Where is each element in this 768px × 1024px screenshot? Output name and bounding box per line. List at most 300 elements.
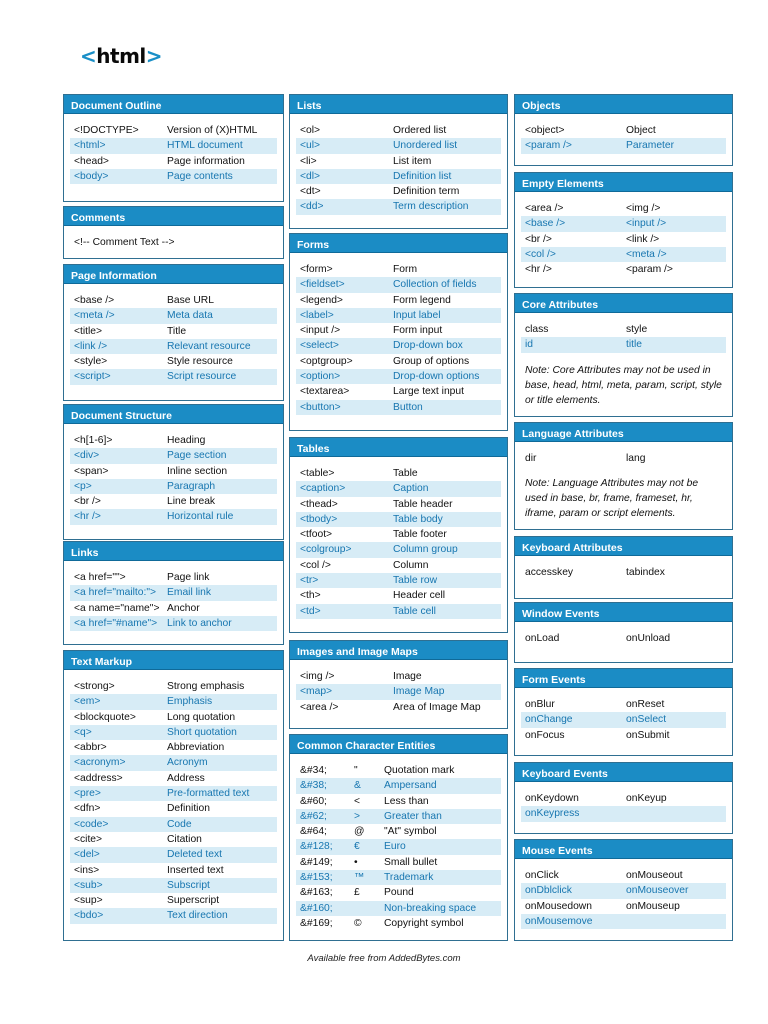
table-row [296, 293, 501, 308]
section-rows [515, 117, 732, 160]
row-description: Object [626, 125, 656, 136]
row-char: £ [354, 887, 360, 899]
row-tag: <caption> [300, 483, 346, 495]
row-tag: <map> [300, 686, 333, 698]
table-row [296, 839, 501, 854]
row-description: style [626, 324, 648, 335]
section-title: Tables [290, 438, 507, 460]
row-tag: <param /> [525, 140, 572, 152]
table-row [296, 154, 501, 169]
row-description: Page section [167, 450, 227, 462]
section-rows [64, 673, 283, 930]
section-title: Form Events [515, 669, 732, 691]
table-row [296, 855, 501, 870]
table-row [296, 199, 501, 214]
row-char: & [354, 780, 361, 792]
row-tag: <a href=""> [74, 572, 126, 583]
row-tag: &#62; [300, 810, 327, 822]
row-description: Page contents [167, 170, 233, 182]
section-title: Empty Elements [515, 173, 732, 195]
row-description: Definition list [393, 170, 452, 182]
section-rows [290, 663, 507, 721]
row-char: ™ [354, 872, 365, 884]
row-tag: <td> [300, 605, 321, 617]
row-tag: &#169; [300, 917, 333, 929]
table-row [296, 184, 501, 199]
section-rows [515, 862, 732, 935]
row-tag: onKeypress [525, 808, 580, 820]
row-char: < [354, 795, 361, 807]
table-row [296, 512, 501, 527]
row-description: Abbreviation [167, 742, 225, 754]
row-description: List item [393, 155, 432, 167]
row-tag: <ol> [300, 125, 321, 136]
table-row [521, 216, 726, 231]
row-description: Base URL [167, 295, 214, 306]
row-tag: <pre> [74, 788, 101, 800]
table-row [296, 384, 501, 399]
row-tag: <sub> [74, 879, 103, 891]
section-empty-elements [514, 172, 733, 288]
section-document-structure [63, 404, 284, 540]
row-description: Citation [167, 833, 202, 845]
table-row [296, 794, 501, 809]
row-description: Form [393, 264, 418, 275]
row-description: Inline section [167, 465, 228, 477]
row-description: Non-breaking space [384, 902, 477, 914]
table-row [521, 232, 726, 247]
table-row [70, 448, 277, 463]
table-row [521, 337, 726, 352]
table-row [521, 138, 726, 153]
table-row [70, 878, 277, 893]
table-row [296, 916, 501, 931]
row-tag: onDblclick [525, 885, 572, 897]
row-tag: <dl> [300, 170, 321, 182]
row-description: Link to anchor [167, 617, 232, 629]
row-tag: <colgroup> [300, 544, 352, 556]
table-row [70, 235, 277, 250]
row-tag: id [525, 339, 534, 351]
table-row [296, 527, 501, 542]
table-row [521, 565, 726, 580]
section-rows [290, 117, 507, 221]
table-row [521, 883, 726, 898]
row-description: Short quotation [167, 726, 237, 738]
row-description: title [626, 339, 643, 351]
row-description: Image Map [393, 686, 445, 698]
table-row [521, 322, 726, 337]
table-row [70, 324, 277, 339]
row-description: Definition [167, 803, 210, 815]
table-row [70, 293, 277, 308]
row-description: Table footer [393, 529, 447, 541]
row-description: Horizontal rule [167, 511, 234, 523]
table-row [296, 809, 501, 824]
section-title: Links [64, 542, 283, 564]
row-tag: <blockquote> [74, 711, 136, 723]
table-row [521, 262, 726, 277]
row-tag: <em> [74, 696, 101, 708]
table-row [521, 697, 726, 712]
row-description: <meta /> [626, 248, 667, 260]
section-title: Mouse Events [515, 840, 732, 862]
row-description: Superscript [167, 895, 220, 907]
section-keyboard-attributes [514, 536, 733, 599]
row-description: Drop-down box [393, 340, 463, 352]
table-row [296, 778, 501, 793]
row-tag: <script> [74, 371, 111, 383]
row-tag: <button> [300, 401, 341, 413]
section-title: Keyboard Events [515, 763, 732, 785]
row-description: Heading [167, 435, 206, 446]
row-description: Euro [384, 841, 406, 853]
row-tag: <del> [74, 849, 100, 861]
table-row [70, 694, 277, 709]
table-row [521, 712, 726, 727]
row-description: Deleted text [167, 849, 222, 861]
table-row [70, 123, 277, 138]
section-rows [64, 117, 283, 190]
row-description: Form legend [393, 294, 451, 306]
row-description: onKeyup [626, 793, 667, 804]
row-description: Style resource [167, 356, 233, 368]
table-row [296, 481, 501, 496]
row-tag: <q> [74, 726, 92, 738]
table-row [296, 669, 501, 684]
section-rows [515, 195, 732, 283]
row-tag: <a href="mailto:"> [74, 587, 157, 599]
row-tag: <option> [300, 371, 341, 383]
row-tag: &#60; [300, 795, 327, 807]
row-tag: <area /> [525, 203, 564, 214]
row-description: "At" symbol [384, 826, 437, 838]
table-row [296, 885, 501, 900]
table-row [70, 494, 277, 509]
section-form-events [514, 668, 733, 756]
row-tag: <code> [74, 818, 109, 830]
row-description: Large text input [393, 386, 464, 398]
table-row [296, 400, 501, 415]
row-tag: <sup> [74, 895, 103, 907]
row-tag: &#153; [300, 872, 333, 884]
table-row [296, 354, 501, 369]
row-description: Title [167, 325, 187, 337]
table-row [70, 755, 277, 770]
table-row [521, 914, 726, 929]
table-row [521, 247, 726, 262]
table-row [521, 631, 726, 646]
table-row [70, 169, 277, 184]
table-row [521, 806, 726, 821]
row-description: Input label [393, 309, 441, 321]
table-row [70, 154, 277, 169]
section-rows [64, 564, 283, 637]
row-tag: <dd> [300, 201, 324, 213]
section-window-events [514, 602, 733, 663]
row-tag: <br /> [525, 233, 552, 245]
row-tag: <meta /> [74, 310, 115, 322]
row-description: Relevant resource [167, 340, 251, 352]
row-tag: <hr /> [525, 264, 552, 276]
table-row [296, 338, 501, 353]
row-description: Version of (X)HTML [167, 125, 258, 136]
table-row [70, 817, 277, 832]
row-description: Unordered list [393, 140, 458, 152]
row-tag: <select> [300, 340, 339, 352]
row-char: " [354, 765, 358, 776]
row-description: tabindex [626, 567, 665, 578]
section-title: Keyboard Attributes [515, 537, 732, 559]
section-title: Page Information [64, 265, 283, 287]
row-tag: <acronym> [74, 757, 126, 769]
row-tag: <base /> [525, 218, 566, 230]
row-tag: <br /> [74, 496, 101, 508]
row-char: © [354, 917, 362, 929]
row-char: € [354, 841, 360, 853]
row-tag: <ul> [300, 140, 321, 152]
row-tag: <form> [300, 264, 333, 275]
row-description: <link /> [626, 233, 660, 245]
table-row [296, 169, 501, 184]
section-page-information [63, 264, 284, 401]
row-tag: <area /> [300, 701, 339, 713]
row-description: Address [167, 772, 205, 784]
row-tag: <input /> [300, 325, 341, 337]
section-title: Document Outline [64, 95, 283, 117]
row-tag: onMousedown [525, 900, 592, 912]
table-row [70, 570, 277, 585]
table-row [521, 868, 726, 883]
row-tag: <legend> [300, 294, 343, 306]
table-row [296, 604, 501, 619]
row-description: Copyright symbol [384, 917, 464, 929]
table-row [296, 308, 501, 323]
row-tag: <!-- Comment Text --> [74, 237, 175, 248]
row-tag: <abbr> [74, 742, 107, 754]
row-tag: <bdo> [74, 910, 104, 922]
row-description: Paragraph [167, 480, 216, 492]
section-note: Note: Language Attributes may not be used in base, br, frame, frameset, hr, iframe, param or script elements. [525, 478, 699, 520]
table-row [296, 824, 501, 839]
row-tag: &#34; [300, 765, 327, 776]
row-description: Image [393, 671, 422, 682]
table-row [70, 893, 277, 908]
row-tag: <ins> [74, 864, 100, 876]
table-row [70, 308, 277, 323]
row-tag: onBlur [525, 699, 555, 710]
row-description: Term description [393, 201, 469, 213]
section-title: Objects [515, 95, 732, 117]
section-links [63, 541, 284, 645]
row-description: Code [167, 818, 192, 830]
table-row [296, 684, 501, 699]
table-row [296, 369, 501, 384]
row-description: Parameter [626, 140, 675, 152]
section-title: Images and Image Maps [290, 641, 507, 663]
row-tag: <head> [74, 155, 109, 167]
row-tag: onClick [525, 870, 559, 881]
row-tag: <a name="name"> [74, 602, 160, 614]
table-row [70, 786, 277, 801]
row-description: Small bullet [384, 856, 438, 868]
row-description: onUnload [626, 633, 671, 644]
row-tag: onFocus [525, 729, 565, 741]
table-row [70, 354, 277, 369]
row-tag: &#64; [300, 826, 327, 838]
row-tag: <!DOCTYPE> [74, 125, 139, 136]
row-tag: <strong> [74, 681, 115, 692]
section-keyboard-events [514, 762, 733, 834]
section-rows [515, 785, 732, 828]
row-tag: onKeydown [525, 793, 579, 804]
table-row [70, 740, 277, 755]
row-description: Strong emphasis [167, 681, 245, 692]
row-description: Table body [393, 513, 443, 525]
section-rows [64, 229, 283, 256]
section-rows [64, 427, 283, 531]
row-description: Meta data [167, 310, 213, 322]
row-tag: <label> [300, 309, 334, 321]
row-tag: <fieldset> [300, 279, 345, 291]
table-row [70, 832, 277, 847]
row-description: <img /> [626, 203, 661, 214]
section-title: Language Attributes [515, 423, 732, 445]
row-tag: <col /> [525, 248, 556, 260]
row-char: @ [354, 826, 365, 838]
row-description: Greater than [384, 810, 442, 822]
table-row [70, 679, 277, 694]
section-lists [289, 94, 508, 229]
table-row [70, 339, 277, 354]
section-rows [290, 256, 507, 421]
row-description: Acronym [167, 757, 208, 769]
section-title: Lists [290, 95, 507, 117]
row-description: onSubmit [626, 729, 670, 741]
section-title: Comments [64, 207, 283, 229]
row-tag: <thead> [300, 498, 338, 510]
table-row [70, 863, 277, 878]
table-row [296, 542, 501, 557]
row-description: Email link [167, 587, 212, 599]
row-tag: <base /> [74, 295, 115, 306]
table-row [521, 201, 726, 216]
html-logo: <html> [80, 44, 163, 68]
row-char [354, 901, 384, 916]
table-row [296, 700, 501, 715]
row-char: • [354, 856, 358, 868]
row-tag: &#128; [300, 841, 333, 853]
row-description: Long quotation [167, 711, 236, 723]
row-tag: <dt> [300, 186, 321, 198]
row-tag: <h[1-6]> [74, 435, 113, 446]
row-tag: dir [525, 453, 537, 464]
row-tag: <dfn> [74, 803, 101, 815]
row-description: Caption [393, 483, 429, 495]
table-row [70, 725, 277, 740]
table-row [70, 433, 277, 448]
row-tag: &#160; [300, 902, 333, 914]
section-rows [515, 445, 732, 472]
table-row [296, 588, 501, 603]
row-tag: &#149; [300, 856, 333, 868]
table-row [70, 908, 277, 923]
row-tag: <col /> [300, 559, 331, 571]
row-description: Inserted text [167, 864, 224, 876]
table-row [296, 901, 501, 916]
row-tag: <th> [300, 590, 321, 602]
row-tag: class [525, 324, 549, 335]
table-row [70, 801, 277, 816]
row-description: Trademark [384, 872, 434, 884]
row-tag: <table> [300, 468, 335, 479]
section-rows [515, 316, 732, 359]
table-row [70, 847, 277, 862]
row-description: Ampersand [384, 780, 437, 792]
row-description: Pound [384, 887, 414, 899]
table-row [70, 464, 277, 479]
table-row [70, 369, 277, 384]
table-row [296, 277, 501, 292]
row-tag: <tr> [300, 575, 319, 587]
row-description: Form input [393, 325, 443, 337]
table-row [296, 497, 501, 512]
row-description: Subscript [167, 879, 210, 891]
table-row [70, 585, 277, 600]
row-description: Page information [167, 155, 245, 167]
row-description: onMouseover [626, 885, 689, 897]
row-description: lang [626, 453, 646, 464]
row-description: onMouseout [626, 870, 683, 881]
section-text-markup [63, 650, 284, 941]
section-rows [290, 460, 507, 625]
row-tag: <optgroup> [300, 355, 353, 367]
row-description: Table header [393, 498, 453, 510]
table-row [296, 573, 501, 588]
table-row [296, 466, 501, 481]
row-description: Header cell [393, 590, 446, 602]
row-description: HTML document [167, 140, 243, 152]
section-title: Common Character Entities [290, 735, 507, 757]
row-description: Ordered list [393, 125, 447, 136]
row-tag: <span> [74, 465, 109, 477]
row-description: Quotation mark [384, 765, 455, 776]
section-note: Note: Core Attributes may not be used in base, head, html, meta, param, script, style or title elements. [525, 364, 722, 406]
row-tag: <div> [74, 450, 100, 462]
row-tag: &#163; [300, 887, 333, 899]
table-row [296, 763, 501, 778]
row-tag: onLoad [525, 633, 560, 644]
row-tag: <a href="#name"> [74, 617, 158, 629]
row-tag: onMousemove [525, 915, 593, 927]
row-description: Button [393, 401, 423, 413]
row-tag: accesskey [525, 567, 574, 578]
row-description: Area of Image Map [393, 701, 481, 713]
section-title: Forms [290, 234, 507, 256]
section-rows [64, 287, 283, 391]
section-rows [515, 625, 732, 652]
table-row [521, 899, 726, 914]
row-description: Definition term [393, 186, 460, 198]
row-description: onReset [626, 699, 665, 710]
table-row [521, 451, 726, 466]
table-row [70, 479, 277, 494]
row-tag: <textarea> [300, 386, 350, 398]
section-character-entities [289, 734, 508, 941]
section-rows [515, 559, 732, 586]
row-description: Drop-down options [393, 371, 480, 383]
row-tag: <body> [74, 170, 109, 182]
